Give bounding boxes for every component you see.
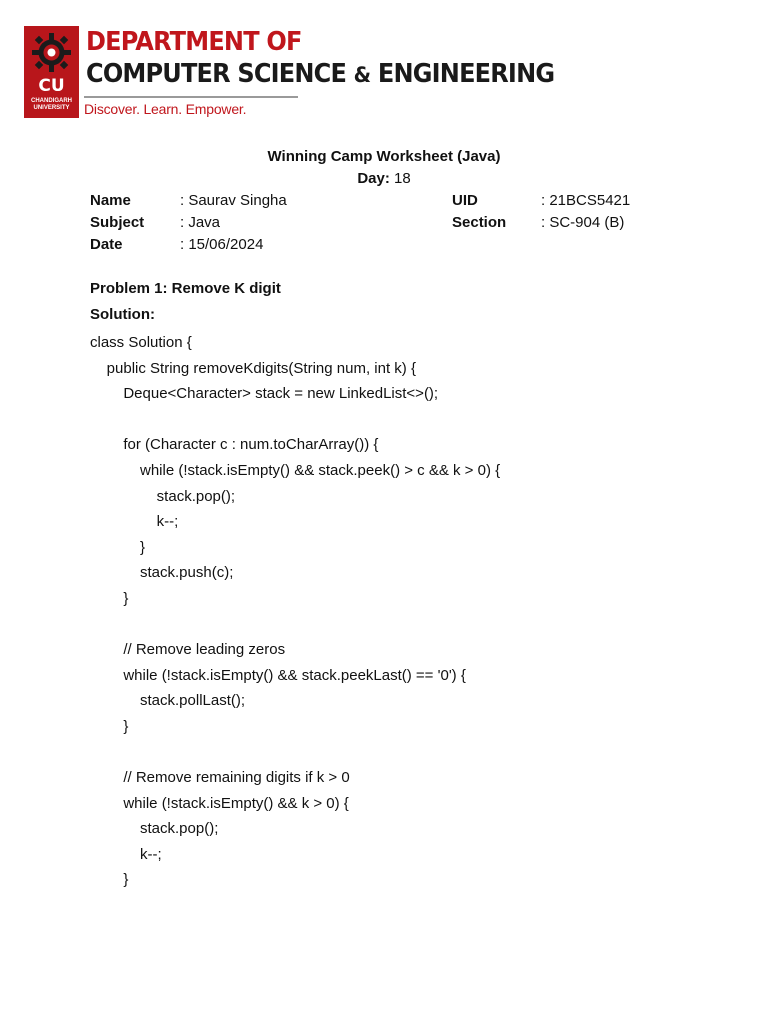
- department-header: [24, 26, 555, 122]
- code-line: k--;: [90, 845, 162, 863]
- date-label: Date: [90, 236, 123, 253]
- code-line: }: [90, 717, 129, 735]
- code-line: // Remove remaining digits if k > 0: [90, 769, 350, 787]
- logo-cu-text: CU: [38, 76, 65, 96]
- code-line: stack.pop();: [90, 820, 219, 838]
- code-line: public String removeKdigits(String num, int k) {: [90, 359, 416, 377]
- code-line: // Remove leading zeros: [90, 641, 286, 659]
- header-divider: [84, 96, 298, 98]
- code-line: }: [90, 589, 129, 607]
- code-line: }: [90, 871, 129, 889]
- code-line: stack.pop();: [90, 487, 236, 505]
- name-value: : Saurav Singha: [180, 192, 287, 209]
- code-line: [90, 407, 730, 433]
- code-line: stack.push(c);: [90, 564, 234, 582]
- code-line: while (!stack.isEmpty() && stack.peek() > c && k > 0) {: [90, 461, 501, 479]
- worksheet-title: Winning Camp Worksheet (Java): [267, 148, 501, 165]
- subject-value: : Java: [180, 214, 221, 231]
- section-value: : SC-904 (B): [541, 214, 625, 231]
- code-line: [90, 740, 730, 766]
- subject-label: Subject: [90, 214, 145, 231]
- solution-code-block: [90, 330, 730, 893]
- code-line: for (Character c : num.toCharArray()) {: [90, 436, 379, 454]
- code-line: Deque<Character> stack = new LinkedList<>();: [90, 385, 439, 403]
- code-line: while (!stack.isEmpty() && k > 0) {: [90, 794, 349, 812]
- department-title-line2: COMPUTER SCIENCE & ENGINEERING: [86, 58, 555, 89]
- problem-heading: Problem 1: Remove K digit: [90, 280, 281, 297]
- section-label: Section: [452, 214, 507, 231]
- name-label: Name: [90, 192, 131, 209]
- date-value: : 15/06/2024: [180, 236, 264, 253]
- logo-university-name: CHANDIGARH UNIVERSITY: [31, 98, 72, 111]
- uid-value: : 21BCS5421: [541, 192, 631, 209]
- gear-emblem-icon: [30, 31, 73, 74]
- code-line: }: [90, 538, 146, 556]
- solution-label: Solution:: [90, 306, 155, 323]
- code-line: stack.pollLast();: [90, 692, 246, 710]
- code-line: [90, 612, 730, 638]
- code-line: while (!stack.isEmpty() && stack.peekLast() == '0') {: [90, 666, 466, 684]
- code-line: k--;: [90, 513, 179, 531]
- university-logo: [24, 26, 79, 118]
- tagline: Discover. Learn. Empower.: [84, 101, 247, 117]
- uid-label: UID: [452, 192, 478, 209]
- code-line: class Solution {: [90, 334, 192, 351]
- worksheet-day: Day: 18: [357, 170, 411, 187]
- department-title-line1: DEPARTMENT OF: [86, 26, 302, 57]
